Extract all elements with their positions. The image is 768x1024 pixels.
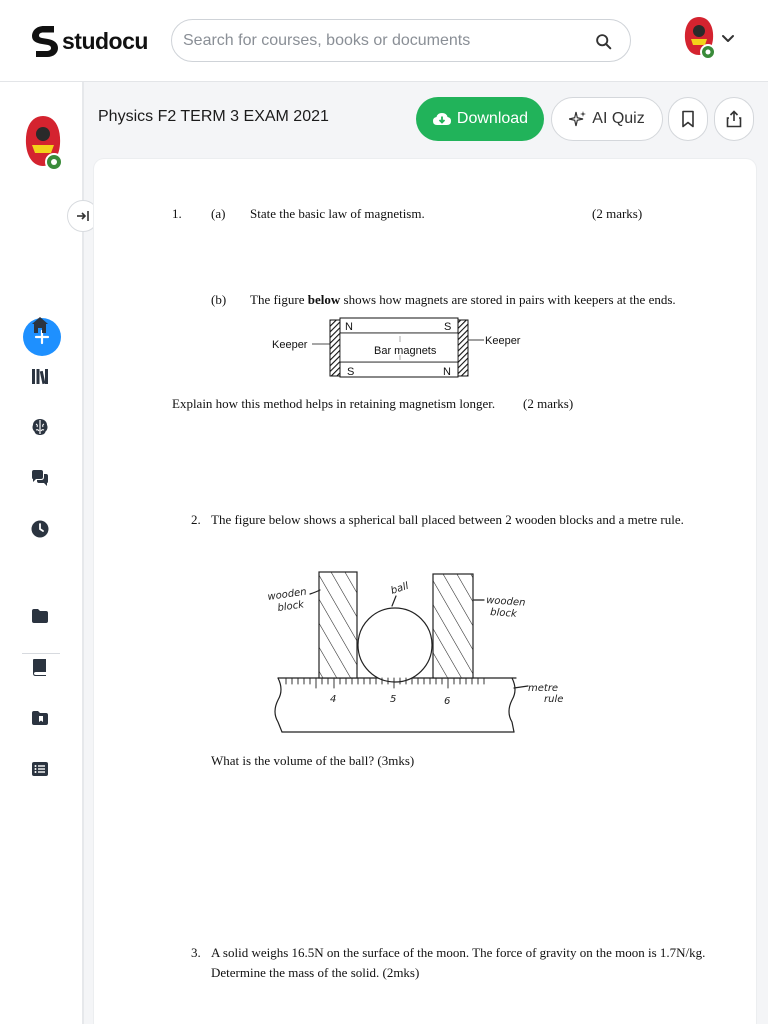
ball-blocks-figure [206,548,586,743]
fig2-left-label-2: block [276,599,305,614]
fig1-keeper-right: Keeper [485,335,521,347]
brand-name: studocu [62,27,148,54]
fig2-left-label-1: wooden [266,586,308,603]
top-bar [0,0,768,82]
book-icon[interactable] [30,657,50,677]
download-label: Download [456,110,529,127]
fig2-tick-6: 6 [444,696,451,707]
q1-explain-marks: (2 marks) [523,396,574,411]
q1-b-text-start: The figure [250,292,308,307]
search-icon[interactable] [595,33,612,50]
fig1-bottom-n: N [443,366,451,378]
fig2-ball-label: ball [389,580,411,597]
sidebar [0,82,84,1024]
fig1-bottom-s: S [347,366,355,378]
library-icon[interactable] [30,366,50,386]
q2-number: 2. [191,512,201,527]
expand-arrow-icon [76,209,90,223]
user-avatar[interactable] [681,15,717,61]
q1-a-label: (a) [211,206,226,221]
bar-magnets-figure [270,312,530,388]
q2-question: What is the volume of the ball? (3mks) [211,753,415,768]
fig1-keeper-left: Keeper [272,339,308,351]
fig2-tick-4: 4 [330,694,337,705]
share-icon [725,110,743,128]
chevron-down-icon[interactable] [720,31,736,47]
fig1-top-s: S [444,321,452,333]
q1-b-text-end: shows how magnets are stored in pairs with keepers at the ends. [340,292,676,307]
q1-b-label: (b) [211,292,227,307]
fig2-rule-label-1: metre [528,683,559,694]
sidebar-avatar[interactable] [22,114,64,172]
q1-explain-text: Explain how this method helps in retaining magnetism longer. [172,396,496,411]
sparkle-icon [569,110,587,128]
cloud-download-icon [432,110,452,128]
q2-text: The figure below shows a spherical ball placed between 2 wooden blocks and a metre rule. [211,512,684,527]
folder-icon[interactable] [30,606,50,626]
fig2-tick-5: 5 [390,694,397,705]
sidebar-divider [22,653,60,654]
q1-b-text-bold: below [307,292,341,307]
ai-quiz-button[interactable] [551,97,663,141]
share-button[interactable] [714,97,754,141]
q3-line2: Determine the mass of the solid. (2mks) [211,965,420,980]
search-bar[interactable] [171,19,631,62]
fig2-rule-label-2: rule [544,694,564,705]
save-button[interactable] [668,97,708,141]
search-input[interactable] [183,29,583,53]
chat-icon[interactable] [30,468,50,488]
ai-quiz-label: AI Quiz [592,110,645,127]
bookmark-icon [681,110,695,128]
q3-number: 3. [191,945,201,960]
list-icon[interactable] [30,759,50,779]
fig1-center-label: Bar magnets [374,345,437,357]
q1-a-text: State the basic law of magnetism. [250,206,425,221]
studocu-logo-icon [30,24,58,58]
clock-icon[interactable] [30,519,50,539]
studocu-logo[interactable] [30,24,148,58]
fig2-right-label-1: wooden [485,595,526,609]
document-title: Physics F2 TERM 3 EXAM 2021 [98,108,329,125]
home-icon[interactable] [30,315,50,335]
q1-a-marks: (2 marks) [592,206,643,221]
q1-number: 1. [172,206,182,221]
fig2-right-label-2: block [489,607,518,620]
fig1-top-n: N [345,321,353,333]
bookmark-folder-icon[interactable] [30,708,50,728]
q1-b-text [250,292,676,308]
q3-line1: A solid weighs 16.5N on the surface of the moon. The force of gravity on the moon is 1.7N/kg. [211,945,706,960]
download-button[interactable] [416,97,544,141]
brain-icon[interactable] [30,417,50,437]
